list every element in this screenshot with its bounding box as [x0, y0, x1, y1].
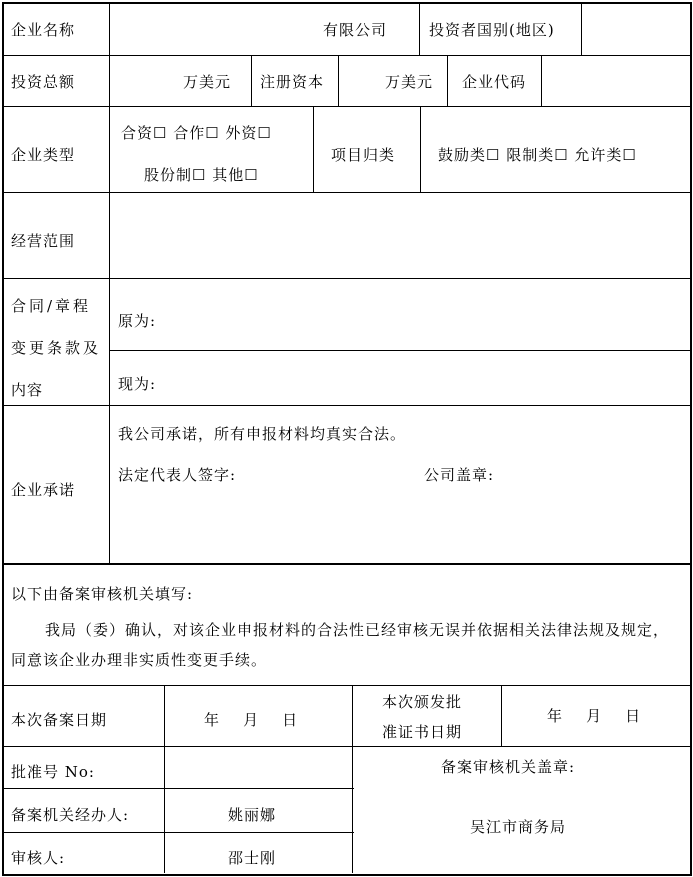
reviewer-name: 邵士刚 [228, 849, 277, 867]
project-category-options: 鼓励类☐ 限制类☐ 允许类☐ [438, 146, 637, 164]
approval-number-label: 批准号 No: [11, 763, 95, 781]
authority-seal-label: 备案审核机关盖章: [441, 758, 576, 776]
registered-capital-label: 注册资本 [260, 73, 325, 91]
commitment-label: 企业承诺 [11, 481, 76, 499]
divider [447, 55, 448, 106]
filing-date-label: 本次备案日期 [11, 711, 108, 729]
company-code-label: 企业代码 [462, 73, 527, 91]
divider [420, 106, 421, 192]
divider [2, 563, 690, 565]
handler-name: 姚丽娜 [228, 806, 277, 824]
divider [2, 788, 354, 789]
company-type-label: 企业类型 [11, 146, 76, 164]
divider [110, 350, 690, 351]
now-label: 现为: [118, 375, 157, 393]
handler-label: 备案机关经办人: [11, 806, 130, 824]
divider [541, 55, 542, 106]
business-scope-label: 经营范围 [11, 232, 76, 250]
divider [2, 192, 690, 193]
contract-label-line1: 合同/章程 [11, 297, 92, 315]
company-seal-label: 公司盖章: [424, 466, 495, 484]
authority-name: 吴江市商务局 [470, 818, 567, 836]
certificate-date-label-line1: 本次颁发批 [382, 693, 463, 711]
divider [2, 685, 690, 686]
divider [2, 106, 690, 107]
divider [2, 832, 354, 833]
divider [581, 2, 582, 55]
divider [2, 746, 690, 747]
unit-wan-usd: 万美元 [183, 73, 232, 91]
company-type-options-row2: 股份制☐ 其他☐ [144, 166, 259, 184]
divider [2, 55, 690, 56]
limited-company-suffix: 有限公司 [323, 21, 388, 39]
reviewer-label: 审核人: [11, 849, 66, 867]
certificate-date-value: 年 月 日 [547, 707, 642, 725]
total-investment-label: 投资总额 [11, 73, 76, 91]
filing-date-value: 年 月 日 [204, 711, 299, 729]
divider [419, 2, 420, 55]
legal-rep-signature-label: 法定代表人签字: [118, 466, 237, 484]
divider [2, 278, 690, 279]
unit-wan-usd: 万美元 [385, 73, 434, 91]
certificate-date-label-line2: 准证书日期 [382, 723, 463, 741]
divider [251, 55, 252, 106]
divider [109, 2, 110, 564]
confirmation-paragraph: 我局（委）确认，对该企业申报材料的合法性已经审核无误并依据相关法律法规及规定，同意该企业办理非实质性变更手续。 [11, 621, 670, 669]
original-label: 原为: [118, 312, 157, 330]
divider [338, 55, 339, 106]
divider [352, 685, 353, 873]
divider [501, 685, 502, 746]
contract-label-line3: 内容 [11, 381, 44, 399]
company-type-options-row1: 合资☐ 合作☐ 外资☐ [121, 124, 272, 142]
divider [2, 405, 690, 406]
company-name-label: 企业名称 [11, 21, 76, 39]
contract-label-line2: 变更条款及 [11, 339, 102, 357]
project-category-label: 项目归类 [331, 146, 396, 164]
investor-country-label: 投资者国别(地区) [429, 21, 555, 39]
commitment-text: 我公司承诺，所有申报材料均真实合法。 [118, 425, 407, 443]
authority-section-heading: 以下由备案审核机关填写: [11, 585, 194, 603]
divider [313, 106, 314, 192]
divider [164, 685, 165, 873]
